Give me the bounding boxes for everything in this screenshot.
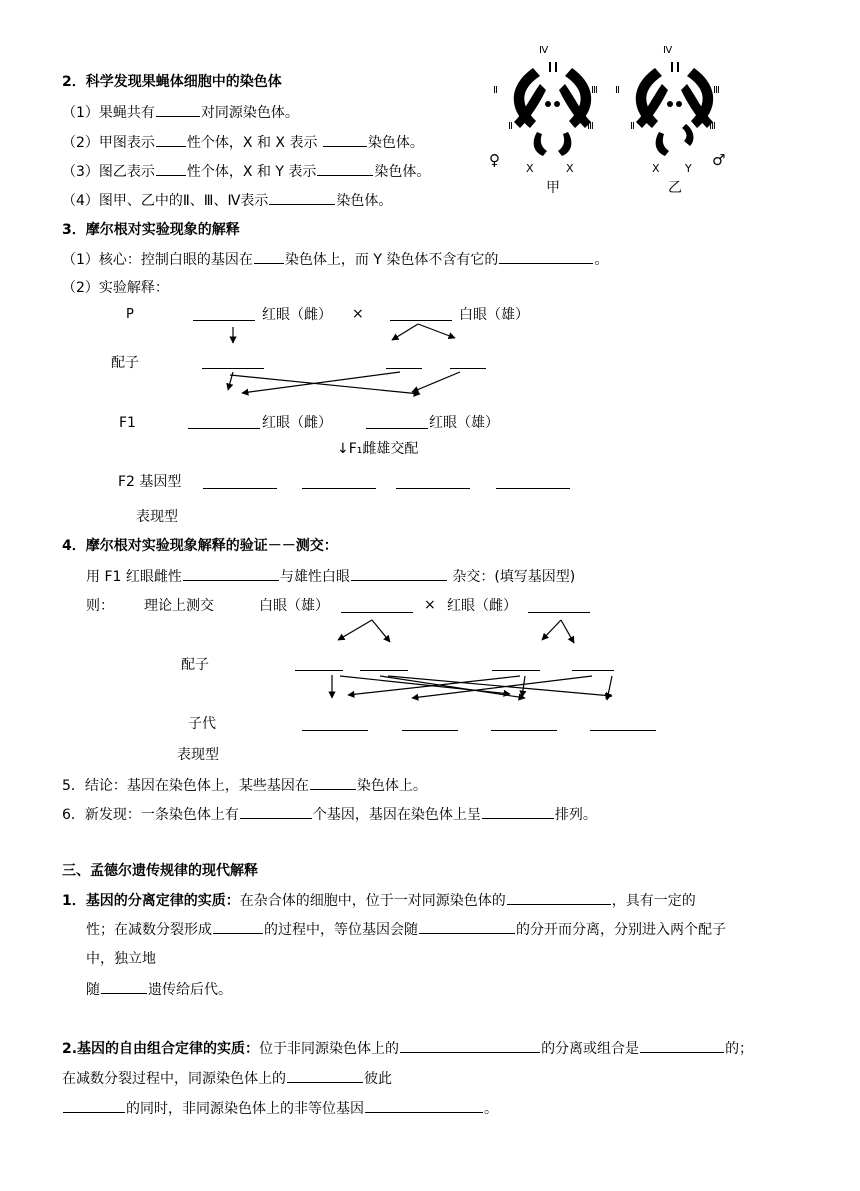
s2-q1: （1）果蝇共有 对同源染色体。 bbox=[62, 105, 299, 121]
label-y: Y bbox=[685, 162, 692, 175]
label-iv-female: Ⅳ bbox=[539, 45, 549, 56]
s4-theory: 理论上测交 bbox=[144, 598, 214, 614]
blank[interactable] bbox=[287, 1069, 363, 1083]
part3-heading: 三、孟德尔遗传规律的现代解释 bbox=[62, 863, 258, 879]
gamete-label-1: 配子 bbox=[111, 355, 139, 371]
label-iii-female: Ⅲ bbox=[591, 85, 598, 96]
p1-line2: 性；在减数分裂形成 的过程中，等位基因会随 的分开而分离，分别进入两个配子 bbox=[86, 922, 726, 938]
tc-phenotype-label: 表现型 bbox=[177, 747, 219, 763]
p2-line3: 的同时，非同源染色体上的非等位基因 。 bbox=[62, 1099, 498, 1118]
tc-gamete-label: 配子 bbox=[181, 657, 209, 673]
label-iii-male: Ⅲ bbox=[713, 85, 720, 96]
f1-red-female: 红眼（雌） bbox=[262, 415, 332, 431]
section-3-title: 3．摩尔根对实验现象的解释 bbox=[62, 222, 240, 238]
label-ii-female-2: Ⅱ bbox=[508, 121, 513, 132]
blank[interactable] bbox=[101, 980, 147, 994]
p1-line3: 中，独立地 bbox=[86, 951, 156, 967]
label-ii-male-2: Ⅱ bbox=[630, 121, 635, 132]
s4-then: 则： bbox=[86, 598, 114, 614]
s3-core: （1）核心：控制白眼的基因在 染色体上，而 Y 染色体不含有它的 。 bbox=[62, 252, 609, 268]
s4-white-male: 白眼（雄） bbox=[259, 598, 329, 614]
blank[interactable] bbox=[365, 1099, 483, 1113]
s5-conclusion: 5．结论：基因在染色体上，某些基因在 染色体上。 bbox=[62, 778, 427, 794]
female-symbol: ♀ bbox=[489, 151, 500, 169]
section-4-title: 4．摩尔根对实验现象解释的验证－－测交： bbox=[62, 538, 338, 554]
blank[interactable] bbox=[400, 1039, 540, 1053]
blank[interactable] bbox=[507, 891, 611, 905]
p1-line4: 随 遗传给后代。 bbox=[86, 982, 232, 998]
label-iii-male-2: Ⅲ bbox=[709, 121, 716, 132]
s2-q4: （4）图甲、乙中的Ⅱ、Ⅲ、Ⅳ表示 染色体。 bbox=[62, 193, 393, 209]
label-x-1: X bbox=[526, 162, 534, 175]
label-iii-female-2: Ⅲ bbox=[587, 121, 594, 132]
s4-red-female: 红眼（雌） bbox=[447, 598, 517, 614]
p2-line1: 2.基因的自由组合定律的实质：位于非同源染色体上的 的分离或组合是 的； bbox=[62, 1041, 754, 1057]
label-x-2: X bbox=[566, 162, 574, 175]
label-ii-male: Ⅱ bbox=[615, 85, 620, 96]
s4-line1: 用 F1 红眼雌性 与雄性白眼 杂交：(填写基因型) bbox=[86, 569, 576, 585]
f1-red-male: 红眼（雄） bbox=[429, 415, 499, 431]
p-red-female: 红眼（雌） bbox=[262, 307, 332, 323]
p-cross: × bbox=[352, 306, 364, 322]
label-iv-male: Ⅳ bbox=[663, 45, 673, 56]
f1-label: F1 bbox=[119, 415, 136, 431]
f2-genotype-label: F2 基因型 bbox=[118, 474, 182, 490]
s2-q3: （3）图乙表示 性个体，X 和 Y 表示 染色体。 bbox=[62, 164, 431, 180]
label-yi: 乙 bbox=[668, 180, 682, 196]
label-x-3: X bbox=[652, 162, 660, 175]
p1-line1: 1．基因的分离定律的实质：在杂合体的细胞中，位于一对同源染色体的 ，具有一定的 bbox=[62, 893, 696, 909]
blank[interactable] bbox=[310, 776, 356, 790]
blank[interactable] bbox=[482, 805, 554, 819]
s2-q2: （2）甲图表示 性个体，X 和 X 表示 染色体。 bbox=[62, 135, 424, 151]
p2-line2: 在减数分裂过程中，同源染色体上的 彼此 bbox=[62, 1071, 392, 1087]
label-p: P bbox=[126, 307, 134, 322]
arrow-lines bbox=[228, 324, 612, 700]
label-jia: 甲 bbox=[546, 180, 560, 196]
s6-discovery: 6．新发现：一条染色体上有 个基因，基因在染色体上呈 排列。 bbox=[62, 807, 597, 823]
s3-exp: （2）实验解释： bbox=[62, 280, 169, 296]
blank[interactable] bbox=[240, 805, 312, 819]
s4-cross: × bbox=[424, 597, 436, 613]
blank[interactable] bbox=[419, 920, 515, 934]
blank[interactable] bbox=[213, 920, 263, 934]
tc-offspring-label: 子代 bbox=[188, 716, 216, 732]
p-white-male: 白眼（雄） bbox=[459, 307, 529, 323]
male-symbol: ♂ bbox=[712, 151, 726, 169]
label-ii-female: Ⅱ bbox=[493, 85, 498, 96]
section-2-title: 2．科学发现果蝇体细胞中的染色体 bbox=[62, 74, 282, 90]
blank[interactable] bbox=[640, 1039, 724, 1053]
f2-phenotype-label: 表现型 bbox=[136, 509, 178, 525]
f1-mating: ↓F₁雌雄交配 bbox=[337, 441, 419, 457]
blank[interactable] bbox=[63, 1099, 125, 1113]
